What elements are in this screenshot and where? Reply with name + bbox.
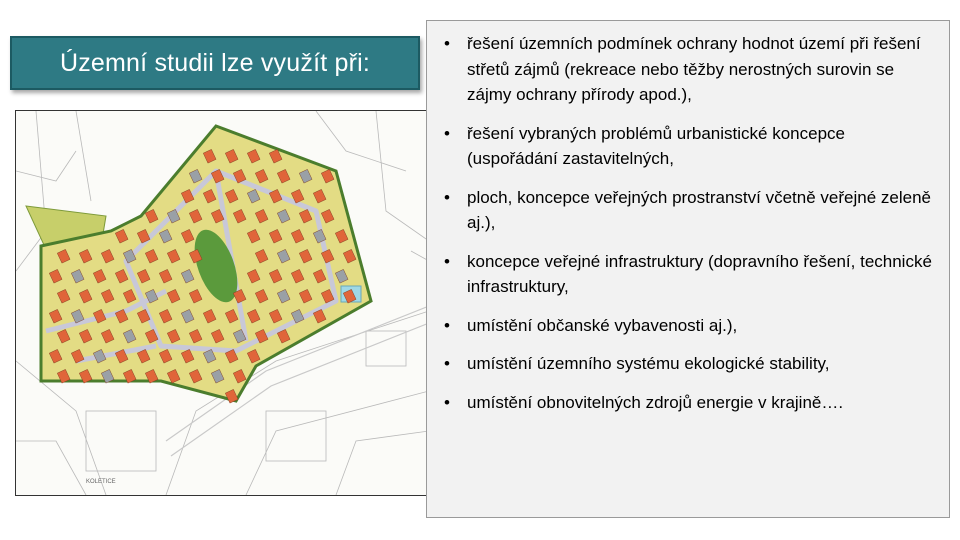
bullet-glyph: • [444,187,450,207]
bullet-list [439,31,935,415]
bullet-text: ploch, koncepce veřejných prostranství včetně veřejné zeleně aj.), [467,187,931,232]
slide-title: Územní studii lze využít při: [59,48,371,77]
bullet-text: řešení územních podmínek ochrany hodnot území při řešení střetů zájmů (rekreace nebo těžby nerostných surovin se zájmy ochrany přírody apod.), [467,34,921,104]
bullet-text: umístění územního systému ekologické stability, [467,354,830,373]
bullet-text: umístění občanské vybavenosti aj.), [467,315,738,335]
bullet-glyph: • [444,392,450,412]
bullet-item [439,185,935,236]
bullet-glyph: • [444,123,450,143]
site-plan-map [15,110,430,496]
bullet-item [439,390,935,416]
bullet-glyph: • [444,34,450,53]
slide-title-box [10,36,420,90]
bullet-item [439,121,935,172]
bullet-text: řešení vybraných problémů urbanistické koncepce (uspořádání zastavitelných, [467,123,845,168]
bullet-text: koncepce veřejné infrastruktury (dopravního řešení, technické infrastruktury, [467,251,932,296]
bullet-glyph: • [444,251,450,271]
map-locality-label: KOLETICE [86,479,116,485]
bullet-item [439,249,935,300]
bullet-text: umístění obnovitelných zdrojů energie v krajině…. [467,392,844,412]
site-plan-drawing [16,111,429,495]
bullet-item [439,31,935,108]
bullet-glyph: • [444,354,450,373]
bullet-item [439,351,935,377]
bullet-glyph: • [444,315,450,335]
bullet-text-panel [426,20,950,518]
bullet-item [439,313,935,339]
